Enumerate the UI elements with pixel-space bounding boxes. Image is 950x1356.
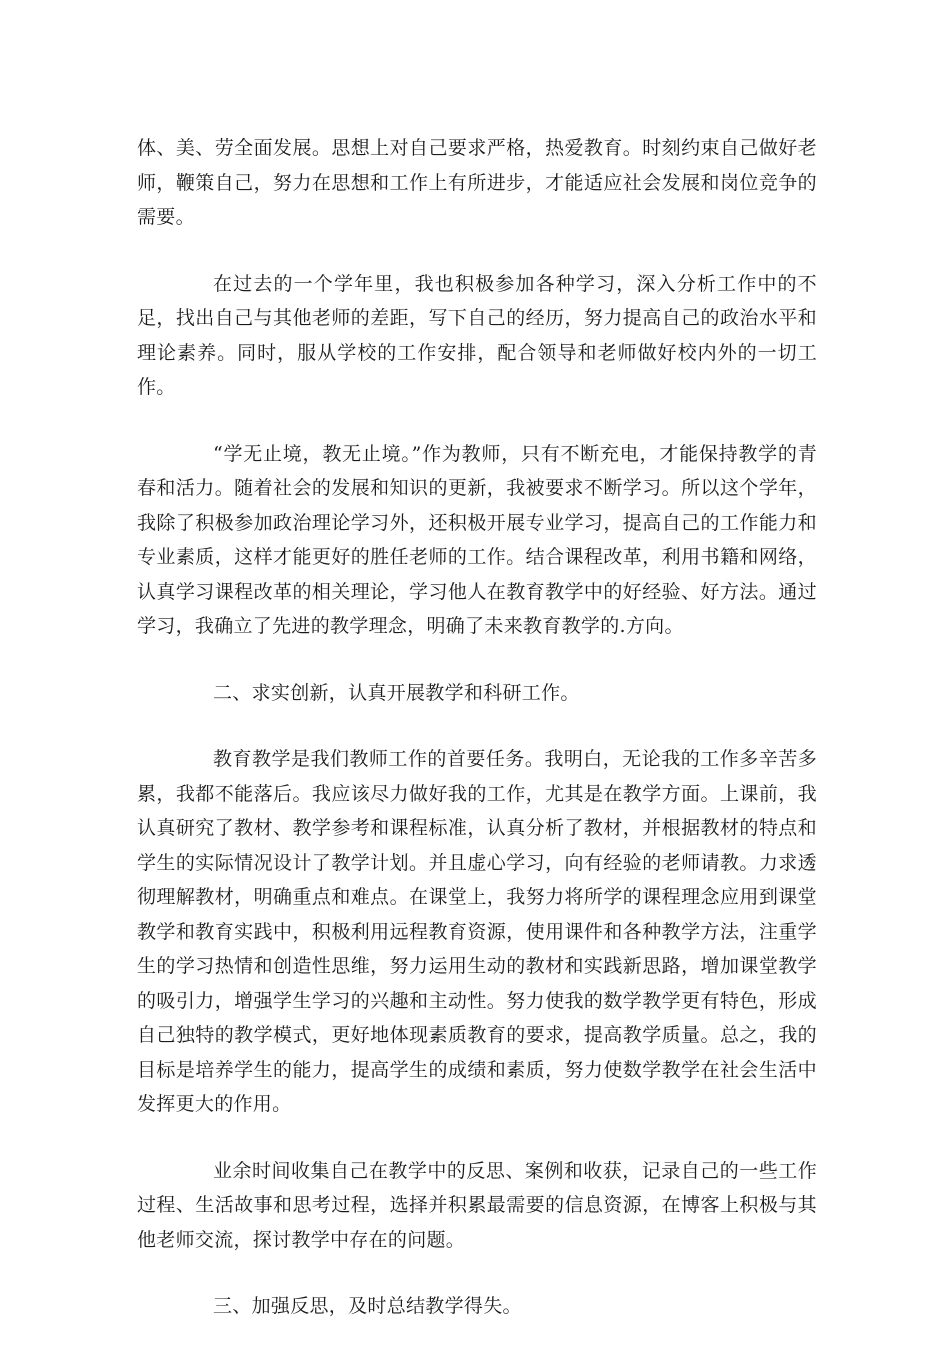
paragraph-teaching: 教育教学是我们教师工作的首要任务。我明白，无论我的工作多辛苦多累，我都不能落后。我应该尽力做好我的工作，尤其是在教学方面。上课前，我认真研究了教材、教学参考和课程标准，认真分析了教材，并根据教材的特点和学生的实际情况设计了教学计划。并且虚心学习，向有经验的老师请教。力求透彻理解教材，明确重点和难点。在课堂上，我努力将所学的课程理念应用到课堂教学和教育实践中，积极利用远程教育资源，使用课件和各种教学方法，注重学生的学习热情和创造性思维，努力运用生动的教材和实践新思路，增加课堂教学的吸引力，增强学生学习的兴趣和主动性。努力使我的数学教学更有特色，形成自己独特的教学模式，更好地体现素质教育的要求，提高教学质量。总之，我的目标是培养学生的能力，提高学生的成绩和素质，努力使数学教学在社会生活中发挥更大的作用。 [137,748,817,1115]
document-body [137,131,817,1356]
paragraph-lifelong-learning: “学无止境，教无止境。”作为教师，只有不断充电，才能保持教学的青春和活力。随着社会的发展和知识的更新，我被要求不断学习。所以这个学年，我除了积极参加政治理论学习外，还积极开展专业学习，提高自己的工作能力和专业素质，这样才能更好的胜任老师的工作。结合课程改革，利用书籍和网络，认真学习课程改革的相关理论，学习他人在教育教学中的好经验、好方法。通过学习，我确立了先进的教学理念，明确了未来教育教学的.方向。 [137,442,817,637]
paragraph-continuation: 体、美、劳全面发展。思想上对自己要求严格，热爱教育。时刻约束自己做好老师，鞭策自己，努力在思想和工作上有所进步，才能适应社会发展和岗位竞争的需要。 [137,137,817,228]
section-heading-three: 三、加强反思，及时总结教学得失。 [213,1295,522,1317]
section-heading-two: 二、求实创新，认真开展教学和科研工作。 [213,681,580,704]
paragraph-study: 在过去的一个学年里，我也积极参加各种学习，深入分析工作中的不足，找出自己与其他老师的差距，写下自己的经历，努力提高自己的政治水平和理论素养。同时，服从学校的工作安排，配合领导和老师做好校内外的一切工作。 [137,272,817,398]
paragraph-reflection-collection: 业余时间收集自己在教学中的反思、案例和收获，记录自己的一些工作过程、生活故事和思考过程，选择并积累最需要的信息资源，在博客上积极与其他老师交流，探讨教学中存在的问题。 [137,1159,817,1251]
